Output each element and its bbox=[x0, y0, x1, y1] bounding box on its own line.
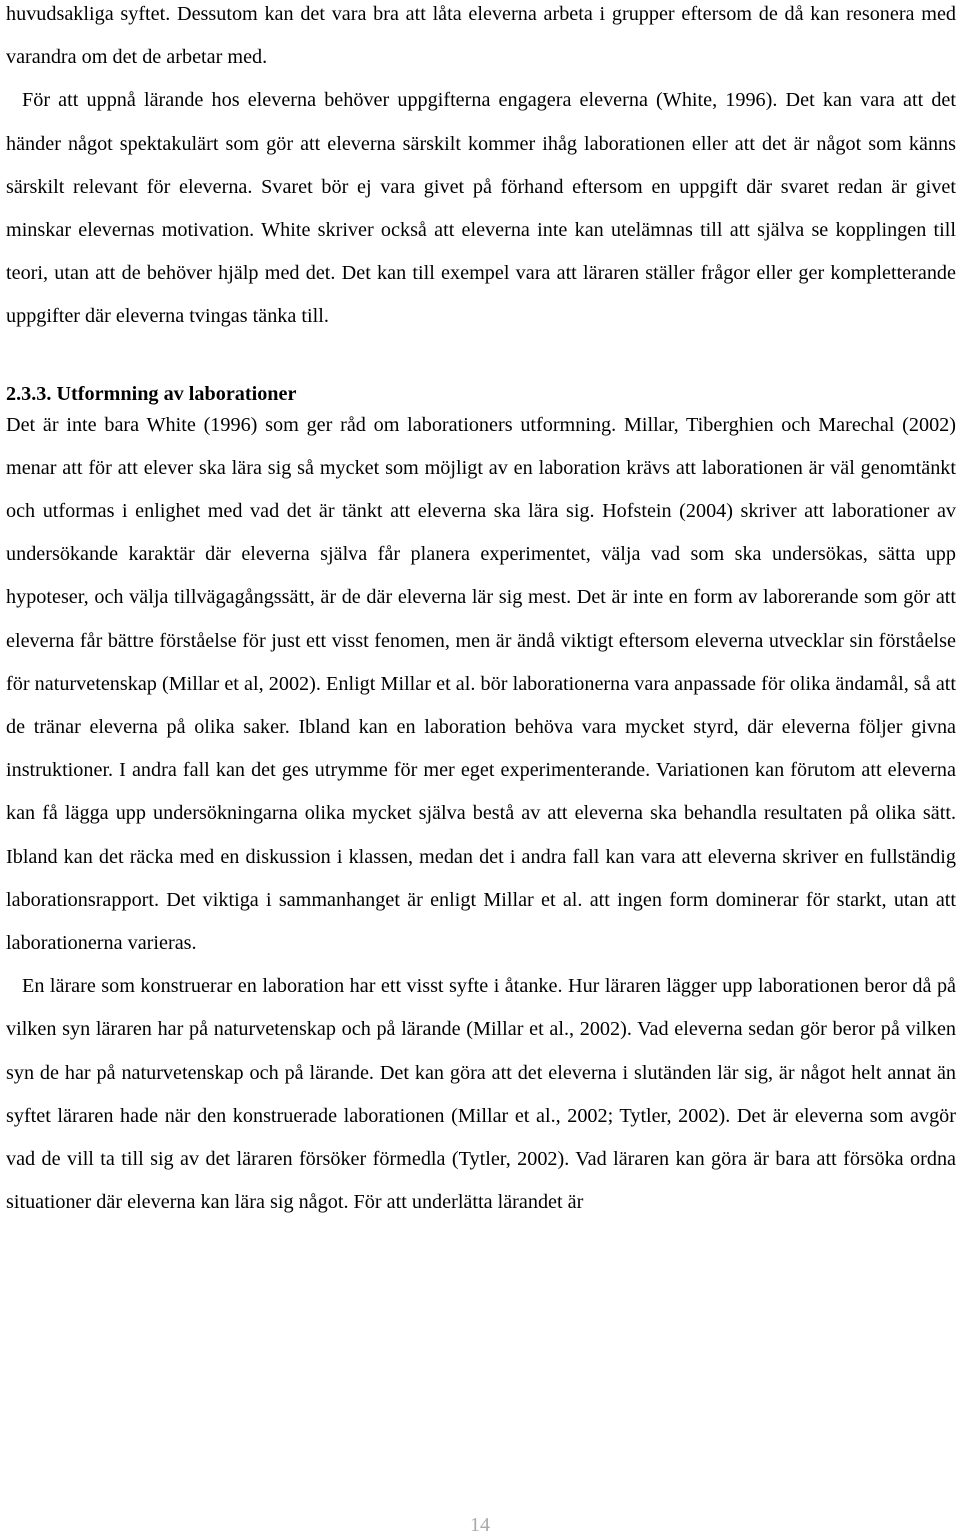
section-2-3-3 bbox=[6, 382, 956, 1225]
section-heading: 2.3.3. Utformning av laborationer bbox=[6, 382, 297, 405]
paragraph-teacher-purpose: En lärare som konstruerar en laboration har ett visst syfte i åtanke. Hur läraren lägger upp laborationen beror då på vilken syn läraren har på naturvetenskap och på lärande (Millar et al., 2002). Vad eleverna sedan gör beror på vilken syn de har på naturvetenskap och på lärande. Det kan göra att det eleverna i slutänden lär sig, är något helt annat än syftet läraren hade när den konstruerade laborationen (Millar et al., 2002; Tytler, 2002). Det är eleverna som avgör vad de vill ta till sig av det läraren försöker förmedla (Tytler, 2002). Vad läraren kan göra är bara att försöka ordna situationer där eleverna kan lära sig något. För att underlätta lärandet är bbox=[6, 975, 956, 1214]
paragraph-continuation: huvudsakliga syftet. Dessutom kan det vara bra att låta eleverna arbeta i grupper eftersom de då kan resonera med varandra om det de arbetar med. bbox=[6, 3, 956, 69]
paragraph-lab-design: Det är inte bara White (1996) som ger råd om laborationers utformning. Millar, Tiberghien och Marechal (2002) menar att för att elever ska lära sig så mycket som möjligt av en laboration krävs att laborationen är väl genomtänkt och utformas i enlighet med vad det är tänkt att eleverna ska lära sig. Hofstein (2004) skriver att laborationer av undersökande karaktär där eleverna själva får planera experimentet, välja vad som ska undersökas, sätta upp hypoteser, och välja tillvägagångssätt, är de där eleverna lär sig mest. Det är inte en form av laborerande som gör att eleverna får bättre förståelse för just ett visst fenomen, men är ändå viktigt eftersom eleverna utvecklar sin förståelse för naturvetenskap (Millar et al, 2002). Enligt Millar et al. bör laborationerna vara anpassade för olika ändamål, så att de tränar eleverna på olika saker. Ibland kan en laboration behöva vara mycket styrd, där eleverna följer givna instruktioner. I andra fall kan det ges utrymme för mer eget experimenterande. Variationen kan förutom att eleverna kan få lägga upp undersökningarna olika mycket själva bestå av att eleverna ska behandla resultaten på olika sätt. Ibland kan det räcka med en diskussion i klassen, medan det i andra fall kan vara att eleverna skriver en fullständig laborationsrapport. Det viktiga i sammanhanget är enligt Millar et al. att ingen form dominerar för starkt, utan att laborationerna varieras. bbox=[6, 413, 956, 955]
document-page bbox=[6, 0, 956, 1224]
page-number: 14 bbox=[470, 1514, 490, 1536]
paragraph-engagement: För att uppnå lärande hos eleverna behöver uppgifterna engagera eleverna (White, 1996). Det kan vara att det händer något spektakulärt som gör att eleverna särskilt kommer ihåg laborationen eller att det är något som känns särskilt relevant för eleverna. Svaret bör ej vara givet på förhand eftersom en uppgift där svaret redan är givet minskar elevernas motivation. White skriver också att eleverna inte kan utelämnas till att själva se kopplingen till teori, utan att de behöver hjälp med det. Det kan till exempel vara att läraren ställer frågor eller ger kompletterande uppgifter där eleverna tvingas tänka till. bbox=[6, 89, 956, 328]
